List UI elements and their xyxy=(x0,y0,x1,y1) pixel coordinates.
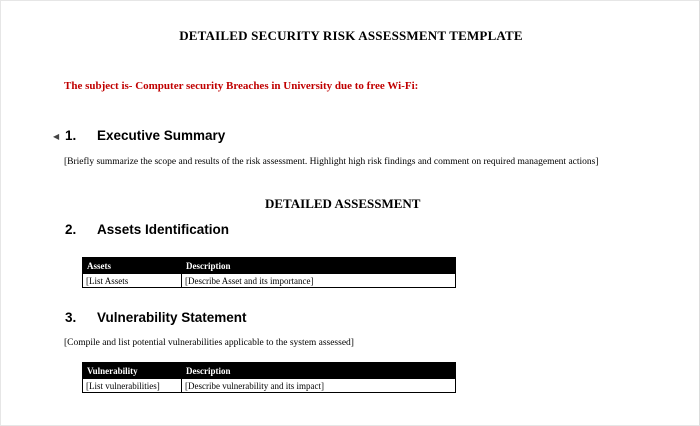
section-title: Assets Identification xyxy=(97,222,230,237)
table-header: Description xyxy=(182,258,456,274)
detailed-assessment-heading: DETAILED ASSESSMENT xyxy=(265,196,421,211)
table-header: Description xyxy=(182,363,456,379)
table-row xyxy=(83,379,456,393)
section-number: 3. xyxy=(65,310,77,325)
table-cell[interactable]: [List Assets xyxy=(83,274,182,288)
vulnerability-table xyxy=(82,362,456,393)
table-row xyxy=(83,274,456,288)
vulnerability-statement-text: [Compile and list potential vulnerabilities applicable to the system assessed] xyxy=(64,338,354,348)
section-vulnerability-statement xyxy=(65,310,247,325)
table-header: Assets xyxy=(83,258,182,274)
section-number: 1. xyxy=(65,128,77,143)
section-title: Vulnerability Statement xyxy=(97,310,247,325)
section-executive-summary xyxy=(65,128,225,143)
executive-summary-text: [Briefly summarize the scope and results of the risk assessment. Highlight high risk findings and comment on required management actions] xyxy=(64,157,599,167)
table-header-row xyxy=(83,363,456,379)
section-number: 2. xyxy=(65,222,77,237)
table-cell[interactable]: [Describe Asset and its importance] xyxy=(182,274,456,288)
document-title: DETAILED SECURITY RISK ASSESSMENT TEMPLATE xyxy=(179,28,523,43)
assets-table xyxy=(82,257,456,288)
section-assets-identification xyxy=(65,222,229,237)
table-header: Vulnerability xyxy=(83,363,182,379)
collapse-arrow-icon[interactable]: ◀ xyxy=(53,132,60,141)
section-title: Executive Summary xyxy=(97,128,226,143)
table-cell[interactable]: [Describe vulnerability and its impact] xyxy=(182,379,456,393)
table-cell[interactable]: [List vulnerabilities] xyxy=(83,379,182,393)
table-header-row xyxy=(83,258,456,274)
subject-line: The subject is- Computer security Breaches in University due to free Wi-Fi: xyxy=(64,80,419,92)
